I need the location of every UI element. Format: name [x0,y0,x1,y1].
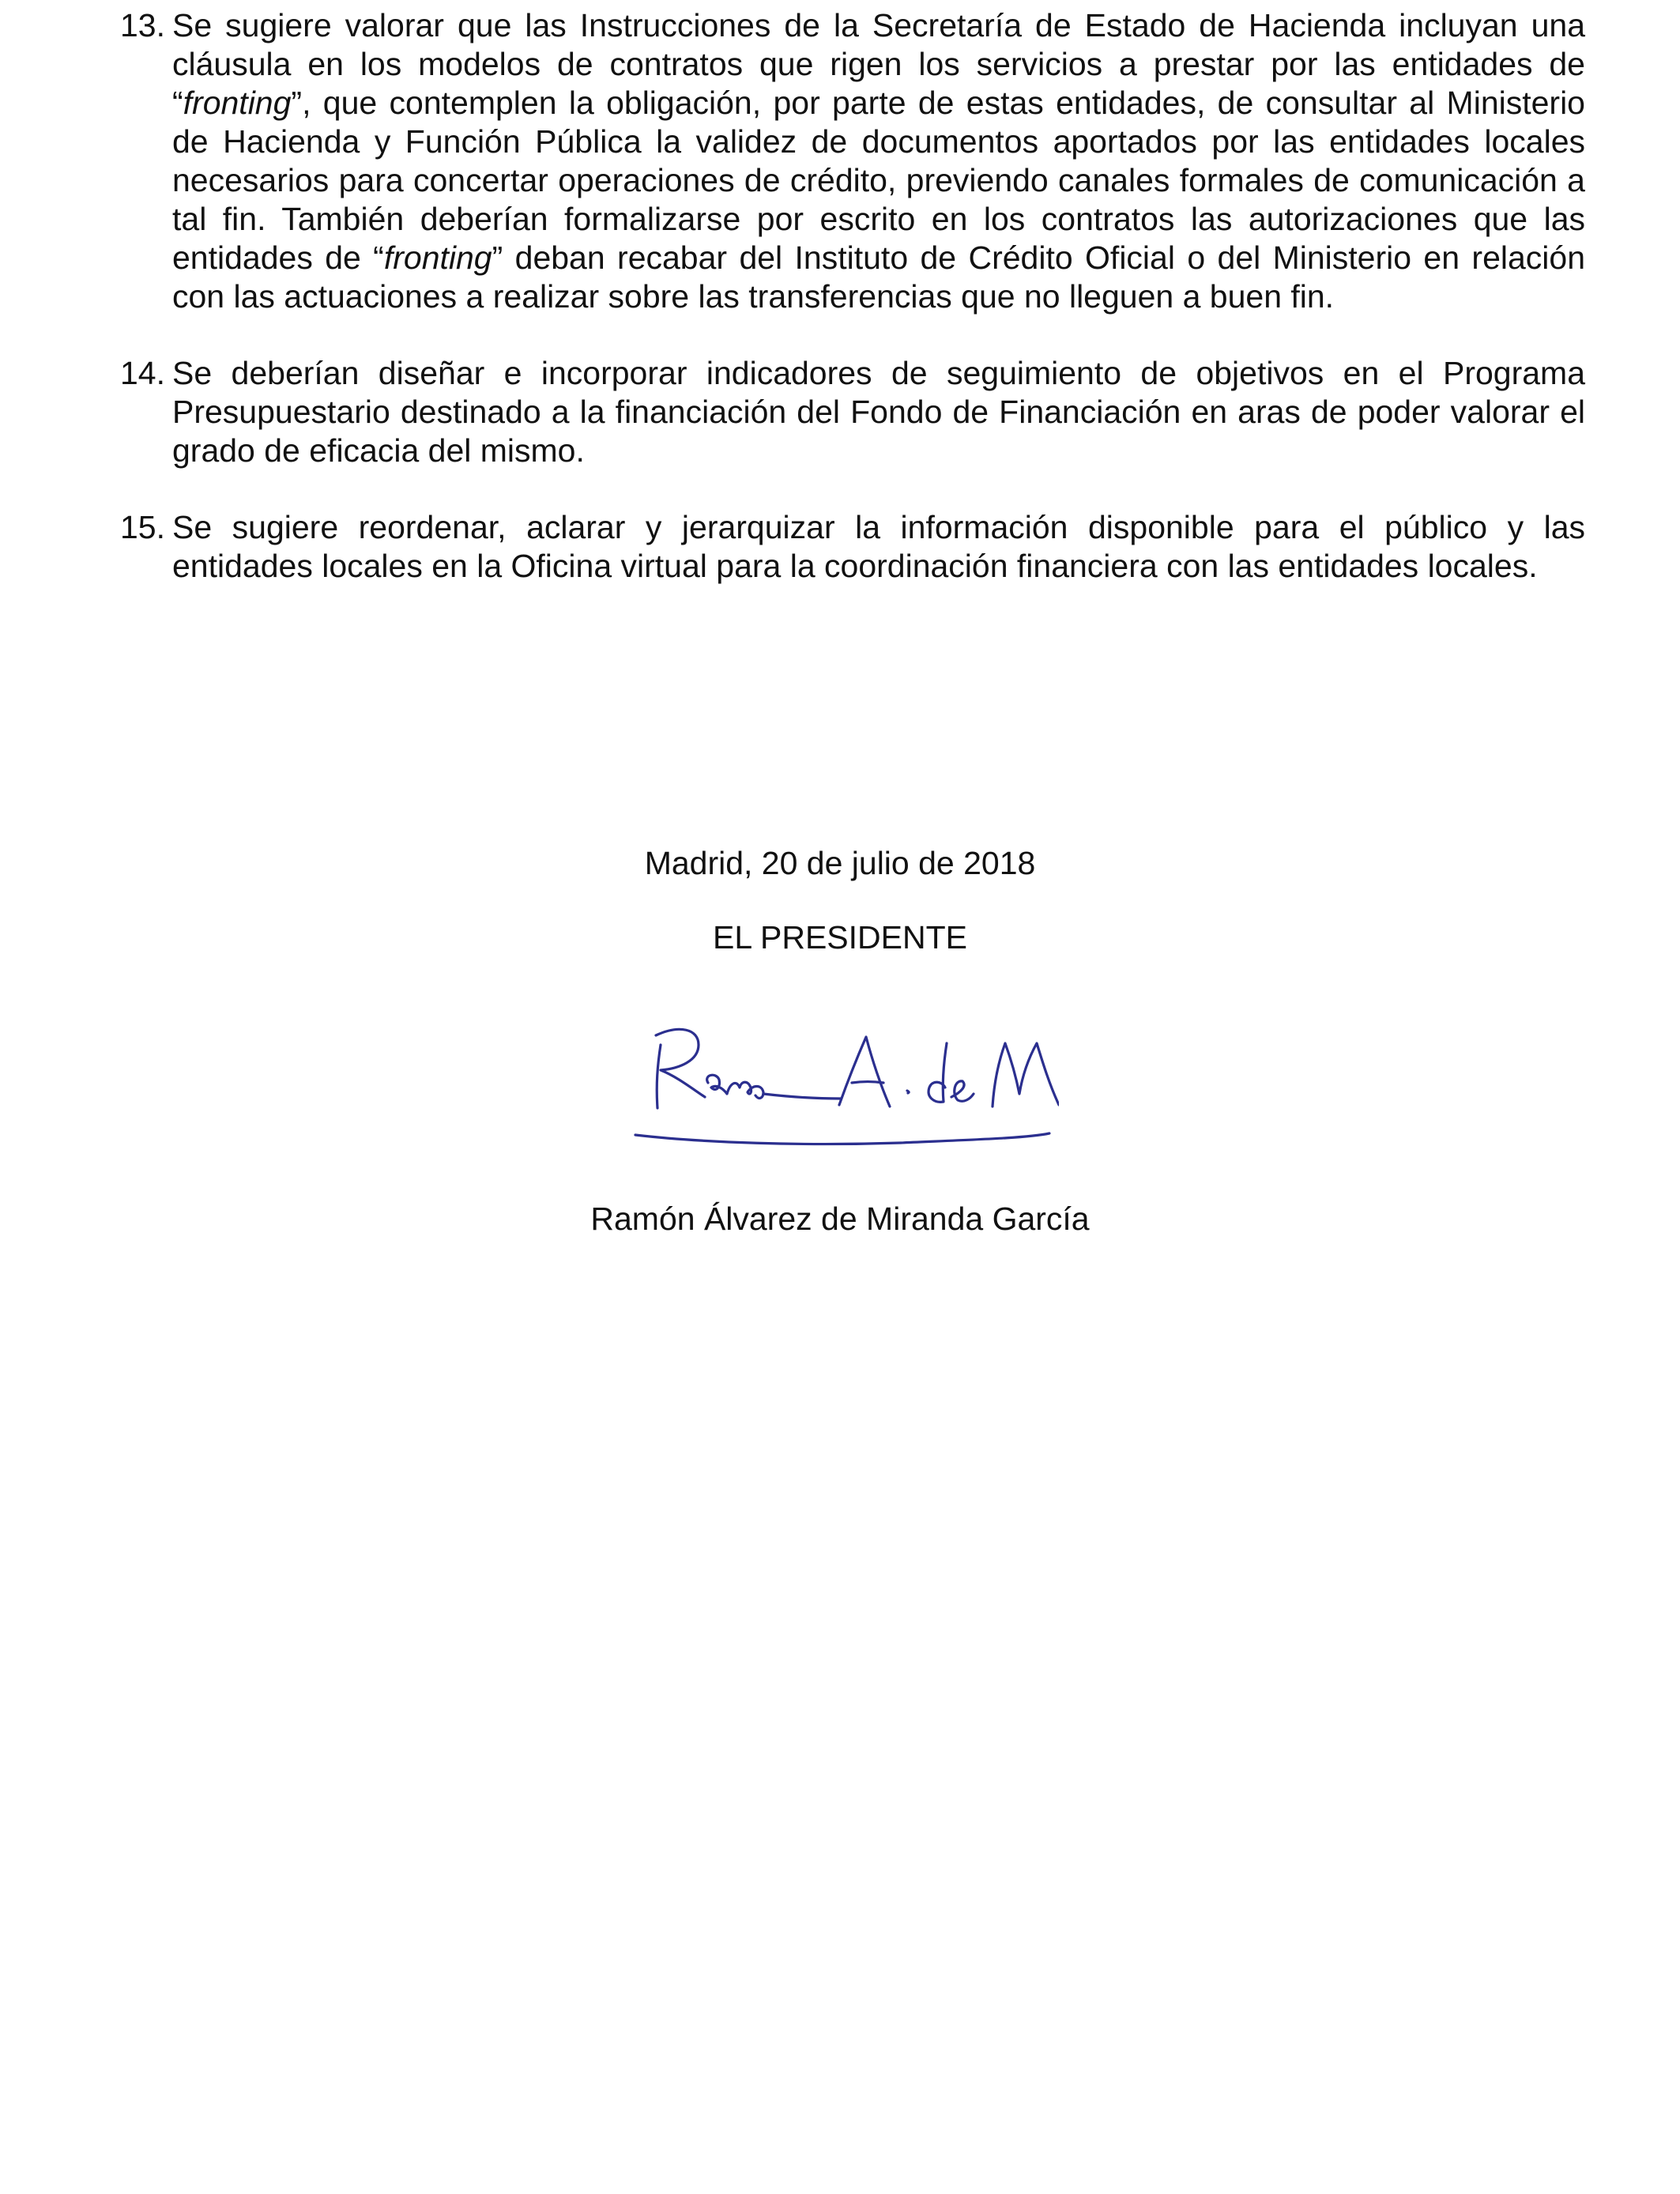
item-text-part: ” deban recabar del Instituto de Crédito Oficial o del Ministerio en relación con las actuaciones a realizar sobre las transferencias que no lleguen a buen fin. [172,239,1585,315]
place-and-date: Madrid, 20 de julio de 2018 [644,845,1036,881]
handwritten-signature [616,988,1059,1170]
item-number: 13. [120,7,165,43]
item-number: 14. [120,355,165,391]
signature-strokes [635,1029,1059,1144]
recommendation-item-13 [120,6,1585,316]
item-text-part: ”, que contemplen la obligación, por parte de estas entidades, de consultar al Ministerio de Hacienda y Función Pública la validez de documentos aportados por las entidades locales necesarios para concertar operaciones de crédito, previendo canales formales de comunicación a tal fin. También deberían formalizarse por escrito en los contratos las autorizaciones que las entidades de “ [172,85,1585,276]
item-text: Se deberían diseñar e incorporar indicadores de seguimiento de objetivos en el Programa Presupuestario destinado a la financiación del Fondo de Financiación en aras de poder valorar el grado de eficacia del mismo. [172,355,1585,469]
item-text [172,6,1585,316]
recommendation-item-14 [120,354,1585,470]
item-number: 15. [120,509,165,545]
item-text-part: Se sugiere valorar que las Instrucciones de la Secretaría de Estado de Hacienda incluyan una cláusula en los modelos de contratos que rigen los servicios a prestar por las entidades de “ [172,7,1585,121]
recommendation-item-15 [120,508,1585,586]
item-text-italic: fronting [183,85,292,121]
recommendations-list [120,6,1585,586]
item-text: Se sugiere reordenar, aclarar y jerarquizar la información disponible para el público y las entidades locales en la Oficina virtual para la coordinación financiera con las entidades locales. [172,509,1585,584]
signer-name: Ramón Álvarez de Miranda García [590,1201,1090,1237]
item-text-italic: fronting [383,239,492,276]
signer-role: EL PRESIDENTE [712,919,967,956]
